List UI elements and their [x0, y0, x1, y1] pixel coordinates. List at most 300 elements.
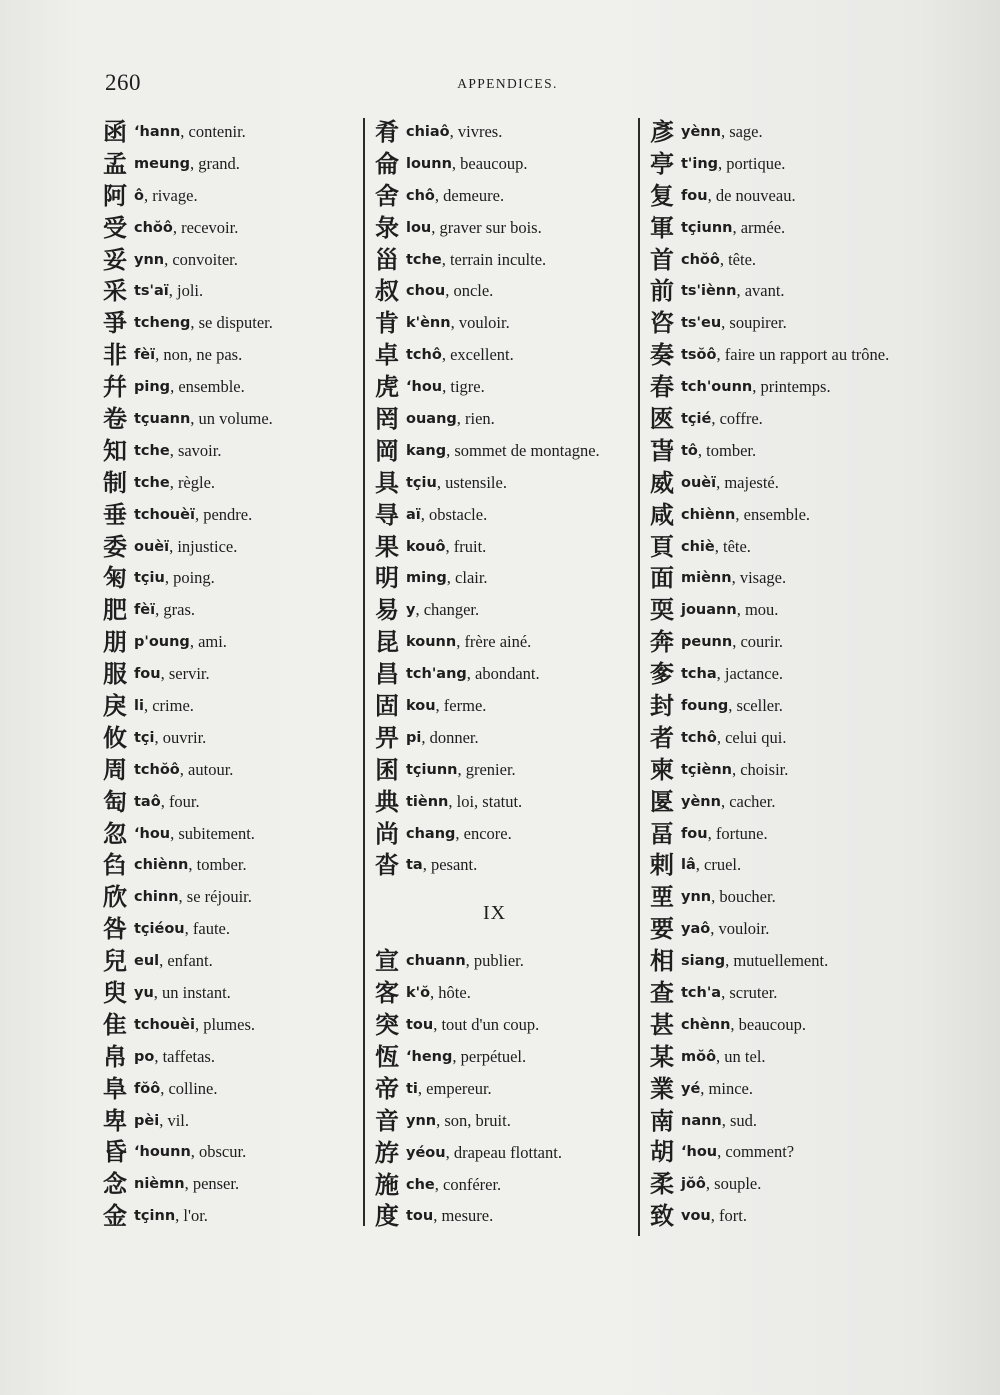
entry-gloss: , faute. [184, 919, 230, 939]
entry-gloss: , soupirer. [721, 313, 787, 333]
entry-gloss: , tête. [714, 536, 751, 556]
entry-romanization: tche [134, 442, 170, 459]
dictionary-entry [100, 594, 350, 626]
entry-gloss: , terrain inculte. [441, 249, 547, 269]
dictionary-entry [372, 754, 637, 786]
entry-character: 咎 [103, 915, 127, 944]
entry-gloss: , excellent. [441, 345, 514, 365]
dictionary-entry [100, 435, 350, 467]
entry-gloss: , courir. [732, 632, 784, 652]
entry-gloss: , hôte. [430, 983, 471, 1003]
entry-gloss: , colline. [160, 1078, 218, 1098]
entry-romanization: ts'aï [134, 283, 169, 300]
entry-gloss: , vouloir. [710, 919, 770, 939]
entry-gloss: , celui qui. [716, 727, 787, 747]
entry-character: 音 [375, 1106, 399, 1135]
entry-romanization: tche [406, 251, 442, 268]
entry-romanization: chang [406, 825, 456, 842]
entry-romanization: ta [406, 857, 423, 874]
entry-gloss: , plumes. [194, 1014, 255, 1034]
entry-character: 昌 [375, 660, 399, 689]
entry-character: 首 [650, 245, 674, 274]
entry-romanization: ‘hann [134, 123, 181, 140]
entry-romanization: tçié [681, 410, 712, 427]
entry-romanization: mŏô [681, 1048, 717, 1065]
dictionary-entry [100, 977, 350, 1009]
entry-gloss: , loi, statut. [448, 791, 523, 811]
entry-gloss: , un tel. [716, 1046, 766, 1066]
dictionary-entry [372, 722, 637, 754]
entry-romanization: ‘hou [681, 1144, 718, 1161]
dictionary-entry [372, 212, 637, 244]
entry-gloss: , oncle. [445, 281, 494, 301]
entry-character: 亭 [650, 149, 674, 178]
entry-character: 匽 [650, 787, 674, 816]
dictionary-entry [372, 467, 637, 499]
entry-gloss: , enfant. [159, 951, 213, 971]
entry-gloss: , mince. [700, 1078, 753, 1098]
dictionary-entry [372, 1169, 637, 1201]
entry-romanization: tçiu [134, 570, 165, 587]
dictionary-entry [647, 849, 947, 881]
dictionary-entry [647, 307, 947, 339]
entry-gloss: , fruit. [445, 536, 487, 556]
entry-character: 妥 [103, 245, 127, 274]
dictionary-entry [647, 1137, 947, 1169]
entry-romanization: aï [406, 506, 421, 523]
entry-gloss: , mutuellement. [725, 951, 829, 971]
entry-romanization: eul [134, 953, 160, 970]
entry-romanization: tou [406, 1208, 434, 1225]
entry-character: 非 [103, 341, 127, 370]
entry-gloss: , frère ainé. [456, 632, 532, 652]
entry-gloss: , crime. [143, 695, 194, 715]
entry-romanization: po [134, 1048, 155, 1065]
dictionary-entry [372, 594, 637, 626]
entry-romanization: yu [134, 984, 154, 1001]
dictionary-entry [647, 818, 947, 850]
dictionary-entry [372, 307, 637, 339]
entry-character: 要 [650, 915, 674, 944]
entry-character: 客 [375, 979, 399, 1008]
entry-character: 施 [375, 1170, 399, 1199]
entry-gloss: , sceller. [728, 695, 783, 715]
dictionary-entry [100, 499, 350, 531]
entry-character: 卑 [103, 1106, 127, 1135]
entry-gloss: , cacher. [720, 791, 776, 811]
entry-gloss: , servir. [160, 664, 210, 684]
entry-romanization: tchouèï [134, 506, 195, 523]
entry-character: 胡 [650, 1138, 674, 1167]
entry-character: 肯 [375, 309, 399, 338]
entry-romanization: kounn [406, 634, 457, 651]
entry-gloss: , donner. [421, 727, 479, 747]
entry-character: 爭 [103, 309, 127, 338]
entry-character: 戾 [103, 691, 127, 720]
dictionary-entry [100, 1200, 350, 1232]
dictionary-entry [100, 945, 350, 977]
column-rule [638, 118, 640, 1236]
dictionary-entry [372, 371, 637, 403]
dictionary-entry [372, 116, 637, 148]
dictionary-entry [647, 690, 947, 722]
entry-gloss: , perpétuel. [452, 1046, 527, 1066]
entry-character: 知 [103, 436, 127, 465]
entry-gloss: , boucher. [711, 887, 776, 907]
entry-romanization: ô [134, 187, 144, 204]
entry-character: 相 [650, 947, 674, 976]
dictionary-entry [647, 339, 947, 371]
entry-character: 業 [650, 1074, 674, 1103]
dictionary-entry [100, 1137, 350, 1169]
dictionary-entry [372, 1041, 637, 1073]
entry-character: 咸 [650, 500, 674, 529]
dictionary-entry [647, 148, 947, 180]
entry-gloss: , empereur. [417, 1078, 492, 1098]
entry-gloss: , sud. [721, 1110, 758, 1130]
entry-character: 甚 [650, 1010, 674, 1039]
entry-romanization: ynn [681, 889, 712, 906]
entry-gloss: , abondant. [466, 664, 540, 684]
entry-romanization: chou [406, 283, 446, 300]
entry-romanization: ynn [134, 251, 165, 268]
entry-romanization: t'ing [681, 155, 719, 172]
dictionary-entry [647, 594, 947, 626]
dictionary-entry [100, 307, 350, 339]
dictionary-entry [372, 180, 637, 212]
dictionary-entry [647, 1200, 947, 1232]
entry-gloss: , savoir. [169, 440, 222, 460]
entry-romanization: tô [681, 442, 698, 459]
entry-character: 昏 [103, 1138, 127, 1167]
entry-gloss: , tomber. [188, 855, 247, 875]
section-heading: IX [482, 901, 507, 924]
entry-gloss: , four. [160, 791, 200, 811]
entry-romanization: fou [681, 825, 708, 842]
dictionary-entry [372, 658, 637, 690]
dictionary-entry [100, 403, 350, 435]
entry-romanization: nièmn [134, 1176, 185, 1193]
entry-gloss: , mesure. [433, 1206, 494, 1226]
entry-gloss: , contenir. [180, 121, 246, 141]
entry-romanization: ‘hou [406, 379, 443, 396]
entry-romanization: meung [134, 155, 190, 172]
dictionary-entry [372, 945, 637, 977]
entry-character: 宣 [375, 947, 399, 976]
entry-character: 典 [375, 787, 399, 816]
entry-romanization: p'oung [134, 634, 190, 651]
entry-romanization: pèi [134, 1112, 160, 1129]
entry-romanization: chuann [406, 953, 466, 970]
entry-character: 囷 [375, 755, 399, 784]
entry-romanization: tçiunn [681, 219, 733, 236]
dictionary-entry [372, 626, 637, 658]
entry-romanization: peunn [681, 634, 733, 651]
entry-romanization: tchouèi [134, 1016, 195, 1033]
dictionary-entry [647, 403, 947, 435]
dictionary-entry [372, 275, 637, 307]
entry-gloss: , se disputer. [190, 313, 273, 333]
dictionary-entry [100, 818, 350, 850]
dictionary-entry [647, 275, 947, 307]
dictionary-entry [100, 1041, 350, 1073]
entry-character: 頁 [650, 532, 674, 561]
running-head: APPENDICES. [457, 76, 558, 91]
dictionary-entry [647, 658, 947, 690]
entry-gloss: , tête. [719, 249, 757, 269]
dictionary-entry [372, 403, 637, 435]
entry-character: 彥 [650, 117, 674, 146]
entry-gloss: , visage. [731, 568, 787, 588]
dictionary-entry [647, 531, 947, 563]
entry-character: 斿 [375, 1138, 399, 1167]
entry-character: 函 [103, 117, 127, 146]
entry-gloss: , poing. [164, 568, 215, 588]
entry-character: 耎 [650, 596, 674, 625]
entry-romanization: fou [134, 666, 161, 683]
entry-romanization: y [406, 602, 416, 619]
entry-romanization: ts'eu [681, 315, 722, 332]
entry-gloss: , taffetas. [154, 1046, 215, 1066]
dictionary-entry [100, 1073, 350, 1105]
entry-romanization: tçinn [134, 1208, 176, 1225]
entry-gloss: , demeure. [434, 185, 505, 205]
entry-character: 昆 [375, 628, 399, 657]
dictionary-entry [647, 180, 947, 212]
entry-gloss: , un instant. [153, 982, 231, 1002]
entry-romanization: ouèï [681, 474, 717, 491]
entry-romanization: tçiéou [134, 921, 185, 938]
entry-gloss: , convoiter. [164, 249, 238, 269]
entry-character: 念 [103, 1170, 127, 1199]
dictionary-entry [100, 722, 350, 754]
dictionary-entry [372, 786, 637, 818]
entry-gloss: , conférer. [434, 1174, 502, 1194]
entry-romanization: kouô [406, 538, 446, 555]
entry-romanization: ts'iènn [681, 283, 737, 300]
entry-character: 攸 [103, 723, 127, 752]
dictionary-entry [647, 371, 947, 403]
entry-character: 忽 [103, 819, 127, 848]
dictionary-entry [100, 339, 350, 371]
entry-gloss: , choisir. [731, 759, 789, 779]
entry-gloss: , souple. [705, 1174, 762, 1194]
entry-character: 肥 [103, 596, 127, 625]
entry-romanization: ouèï [134, 538, 170, 555]
entry-character: 畐 [650, 819, 674, 848]
dictionary-entry [100, 658, 350, 690]
entry-gloss: , obscur. [190, 1142, 247, 1162]
entry-character: 奏 [650, 341, 674, 370]
dictionary-entry [372, 1105, 637, 1137]
entry-romanization: fèï [134, 347, 156, 364]
entry-character: 匋 [103, 787, 127, 816]
entry-gloss: , ustensile. [436, 472, 507, 492]
entry-gloss: , faire un rapport au trône. [716, 345, 890, 365]
column-1 [100, 116, 350, 1232]
entry-character: 尚 [375, 819, 399, 848]
entry-gloss: , recevoir. [172, 217, 239, 237]
entry-character: 固 [375, 691, 399, 720]
dictionary-entry [372, 499, 637, 531]
dictionary-entry [372, 148, 637, 180]
entry-character: 臽 [103, 851, 127, 880]
entry-character: 具 [375, 468, 399, 497]
dictionary-entry [100, 754, 350, 786]
entry-gloss: , armée. [732, 217, 786, 237]
entry-character: 旾 [650, 436, 674, 465]
dictionary-entry [372, 1073, 637, 1105]
entry-gloss: , tigre. [442, 377, 485, 397]
dictionary-entry [100, 1105, 350, 1137]
dictionary-entry [372, 1009, 637, 1041]
entry-character: 舍 [375, 181, 399, 210]
entry-character: 剌 [650, 851, 674, 880]
entry-romanization: ping [134, 379, 171, 396]
entry-romanization: siang [681, 953, 726, 970]
column-rule [363, 118, 365, 1226]
entry-character: 叔 [375, 277, 399, 306]
entry-character: 卓 [375, 341, 399, 370]
dictionary-entry [372, 1137, 637, 1169]
dictionary-entry [647, 1168, 947, 1200]
dictionary-entry [647, 499, 947, 531]
entry-gloss: , fort. [710, 1206, 747, 1226]
entry-romanization: chinn [134, 889, 179, 906]
entry-gloss: , gras. [155, 600, 195, 620]
dictionary-entry [100, 180, 350, 212]
dictionary-entry [100, 148, 350, 180]
entry-character: 奔 [650, 628, 674, 657]
entry-gloss: , graver sur bois. [431, 217, 542, 237]
entry-gloss: , l'or. [175, 1206, 208, 1226]
entry-gloss: , encore. [455, 823, 512, 843]
entry-romanization: foung [681, 697, 729, 714]
entry-character: 肴 [375, 117, 399, 146]
entry-romanization: yènn [681, 123, 721, 140]
entry-romanization: chènn [681, 1016, 731, 1033]
entry-romanization: tcheng [134, 315, 191, 332]
dictionary-entry [100, 212, 350, 244]
entry-romanization: pi [406, 729, 422, 746]
entry-gloss: , mou. [736, 600, 779, 620]
entry-gloss: , vivres. [449, 121, 503, 141]
entry-gloss: , cruel. [695, 855, 742, 875]
dictionary-entry [100, 849, 350, 881]
entry-romanization: tçiunn [406, 761, 458, 778]
dictionary-entry [647, 881, 947, 913]
entry-romanization: yéou [406, 1144, 446, 1161]
dictionary-entry [372, 690, 637, 722]
entry-character: 封 [650, 691, 674, 720]
dictionary-entry [100, 1009, 350, 1041]
entry-romanization: ouang [406, 410, 457, 427]
dictionary-entry [372, 435, 637, 467]
entry-character: 卷 [103, 404, 127, 433]
entry-romanization: chŏô [134, 219, 173, 236]
dictionary-entry [372, 1201, 637, 1233]
entry-character: 甾 [375, 245, 399, 274]
entry-romanization: tçiènn [681, 761, 732, 778]
entry-romanization: fŏô [134, 1080, 161, 1097]
entry-character: 兒 [103, 947, 127, 976]
entry-romanization: tou [406, 1017, 434, 1034]
dictionary-entry [647, 626, 947, 658]
entry-gloss: , pesant. [422, 855, 478, 875]
entry-gloss: , tomber. [697, 440, 757, 460]
entry-character: 彔 [375, 213, 399, 242]
entry-character: 周 [103, 755, 127, 784]
entry-gloss: , ouvrir. [154, 727, 207, 747]
dictionary-entry [647, 722, 947, 754]
entry-gloss: , penser. [184, 1174, 240, 1194]
entry-character: 軍 [650, 213, 674, 242]
entry-gloss: , règle. [169, 472, 216, 492]
page-number: 260 [105, 70, 141, 95]
entry-romanization: tchô [681, 729, 717, 746]
entry-gloss: , se réjouir. [178, 887, 252, 907]
entry-character: 服 [103, 660, 127, 689]
entry-character: 制 [103, 468, 127, 497]
entry-gloss: , ensemble. [735, 504, 811, 524]
entry-romanization: k'ŏ [406, 985, 431, 1002]
entry-romanization: ‘hounn [134, 1144, 191, 1161]
entry-romanization: lou [406, 219, 432, 236]
entry-gloss: , ami. [189, 632, 227, 652]
entry-romanization: ming [406, 570, 447, 587]
entry-romanization: tch'a [681, 984, 722, 1001]
entry-gloss: , beaucoup. [451, 153, 528, 173]
entry-character: 南 [650, 1106, 674, 1135]
entry-character: 畀 [375, 723, 399, 752]
entry-romanization: chiè [681, 538, 715, 555]
entry-character: 采 [103, 277, 127, 306]
entry-romanization: li [134, 697, 144, 714]
entry-gloss: , ferme. [435, 695, 487, 715]
entry-romanization: chiènn [681, 506, 736, 523]
entry-gloss: , avant. [736, 281, 785, 301]
dictionary-entry [647, 244, 947, 276]
entry-romanization: chiaô [406, 123, 450, 140]
entry-romanization: chiènn [134, 857, 189, 874]
entry-character: 奓 [650, 660, 674, 689]
entry-character: 复 [650, 181, 674, 210]
entry-character: 孟 [103, 149, 127, 178]
entry-romanization: ti [406, 1080, 418, 1097]
entry-character: 垂 [103, 500, 127, 529]
entry-gloss: , changer. [415, 600, 480, 620]
entry-romanization: yènn [681, 793, 721, 810]
entry-character: 委 [103, 532, 127, 561]
entry-gloss: , vil. [159, 1110, 189, 1130]
entry-character: 阿 [103, 181, 127, 210]
dictionary-entry [647, 977, 947, 1009]
entry-gloss: , beaucoup. [730, 1014, 807, 1034]
entry-romanization: ‘heng [406, 1048, 453, 1065]
entry-gloss: , joli. [168, 281, 204, 301]
dictionary-entry [647, 1073, 947, 1105]
entry-gloss: , injustice. [169, 536, 238, 556]
entry-gloss: , grenier. [457, 759, 516, 779]
entry-romanization: tçuann [134, 410, 191, 427]
entry-gloss: , son, bruit. [436, 1110, 511, 1130]
dictionary-entry [647, 212, 947, 244]
dictionary-entry [372, 977, 637, 1009]
entry-character: 柬 [650, 755, 674, 784]
dictionary-entry [372, 562, 637, 594]
entry-gloss: , scruter. [721, 982, 778, 1002]
dictionary-entry [647, 754, 947, 786]
